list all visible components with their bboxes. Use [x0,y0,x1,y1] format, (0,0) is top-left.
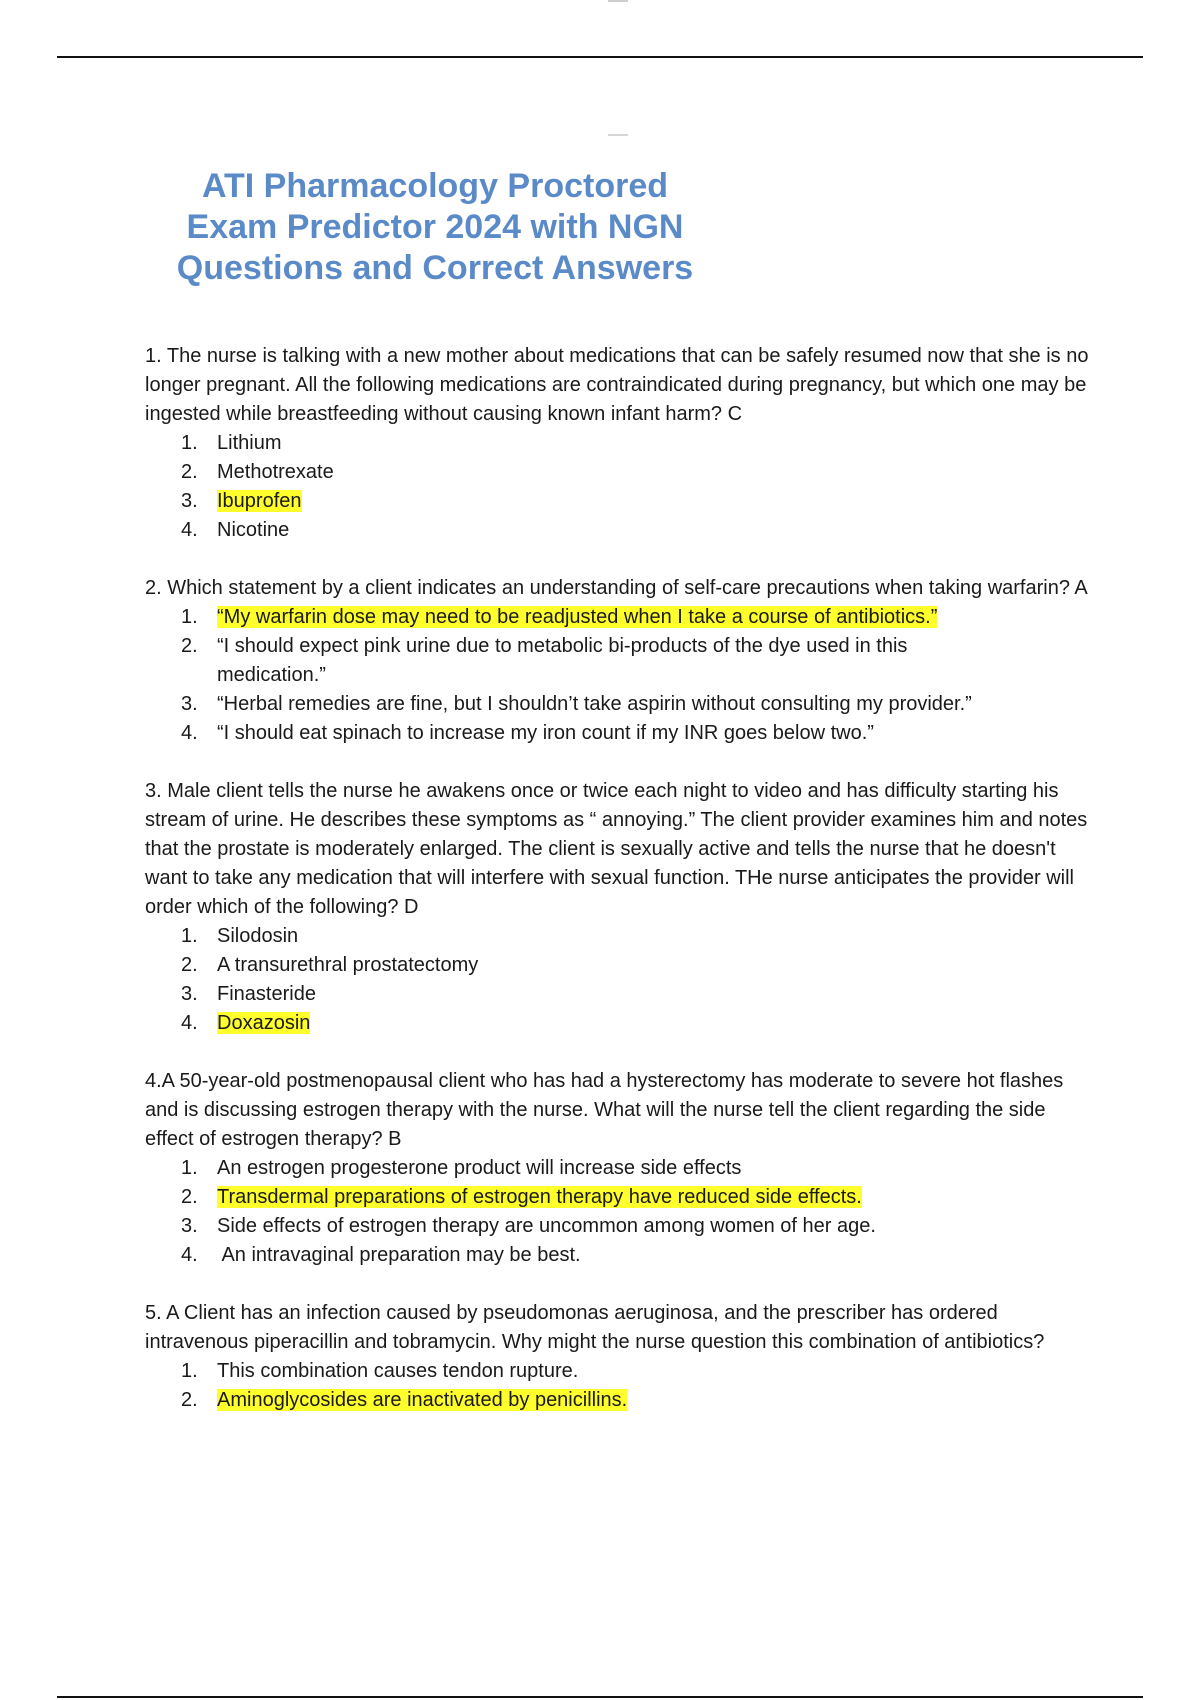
document-title [110,166,760,289]
question-2-option-3 [145,690,1095,719]
question-2-options [145,603,1095,748]
footer-rule [57,1696,1143,1698]
question-3-option-2 [145,951,1095,980]
question-4-options [145,1154,1095,1270]
question-1-option-1 [145,429,1095,458]
question-1-option-2 [145,458,1095,487]
option-number: 1. [181,606,198,628]
option-number: 3. [181,983,198,1005]
question-5-text: 5. A Client has an infection caused by pseudomonas aeruginosa, and the prescriber has ordered intravenous piperacillin and tobramycin. Why might the nurse question this combination of antibiotics? [145,1302,1045,1353]
question-5 [145,1299,1095,1415]
question-2-option-1 [145,603,1095,632]
title-line-2: Exam Predictor 2024 with NGN [186,208,684,246]
question-3-option-4 [145,1009,1095,1038]
question-1-text: 1. The nurse is talking with a new mother about medications that can be safely resumed now that she is no longer pregnant. All the following medications are contraindicated during pregnancy, but which one may be ingested while breastfeeding without causing known infant harm? C [145,345,1089,425]
option-number: 1. [181,1360,198,1382]
header-rule [57,56,1143,58]
option-text: “I should expect pink urine due to metabolic bi-products of the dye used in this medication.” [217,635,908,686]
option-text: A transurethral prostatectomy [217,954,479,976]
question-4-option-3 [145,1212,1095,1241]
question-4-option-4 [145,1241,1095,1270]
option-text: Lithium [217,432,282,454]
question-1-option-3 [145,487,1095,516]
question-3-options [145,922,1095,1038]
option-number: 1. [181,1157,198,1179]
option-number: 2. [181,1389,198,1411]
option-number: 3. [181,1215,198,1237]
option-text: An estrogen progesterone product will increase side effects [217,1157,742,1179]
option-number: 2. [181,1186,198,1208]
question-3 [145,777,1095,1038]
option-number: 3. [181,490,198,512]
option-text: Silodosin [217,925,299,947]
question-4-option-1 [145,1154,1095,1183]
correct-answer-highlight: Ibuprofen [217,490,302,512]
option-text: Methotrexate [217,461,334,483]
option-number: 2. [181,954,198,976]
option-number: 1. [181,432,198,454]
option-number: 3. [181,693,198,715]
question-2-option-4 [145,719,1095,748]
option-text: Nicotine [217,519,290,541]
top-page-mark [608,0,628,2]
question-4-text: 4.A 50-year-old postmenopausal client who has had a hysterectomy has moderate to severe hot flashes and is discussing estrogen therapy with the nurse. What will the nurse tell the client regarding the side effect of estrogen therapy? B [145,1070,1064,1150]
option-number: 1. [181,925,198,947]
question-5-option-1 [145,1357,1095,1386]
question-3-text: 3. Male client tells the nurse he awakens once or twice each night to video and has difficulty starting his stream of urine. He describes these symptoms as “ annoying.” The client provider examines him and notes that the prostate is moderately enlarged. The client is sexually active and tells the nurse that he doesn't want to take any medication that will interfere with sexual function. THe nurse anticipates the provider will order which of the following? D [145,780,1088,918]
correct-answer-highlight: Doxazosin [217,1012,311,1034]
question-1-option-4 [145,516,1095,545]
option-number: 4. [181,1244,198,1266]
question-1-options [145,429,1095,545]
option-text: Side effects of estrogen therapy are uncommon among women of her age. [217,1215,876,1237]
question-4-option-2 [145,1183,1095,1212]
title-mark [608,134,628,136]
question-1 [145,342,1095,545]
option-text: “Herbal remedies are fine, but I shouldn’t take aspirin without consulting my provider.” [217,693,972,715]
correct-answer-highlight: Transdermal preparations of estrogen therapy have reduced side effects. [217,1186,862,1208]
question-5-option-2 [145,1386,1095,1415]
option-text: Finasteride [217,983,316,1005]
question-2-option-2 [145,632,1095,690]
title-line-3: Questions and Correct Answers [176,249,694,287]
option-number: 4. [181,519,198,541]
option-text: An intravaginal preparation may be best. [217,1244,581,1266]
option-number: 2. [181,635,198,657]
question-5-options [145,1357,1095,1415]
question-3-option-3 [145,980,1095,1009]
question-list [145,342,1095,1444]
option-number: 4. [181,1012,198,1034]
question-4 [145,1067,1095,1270]
question-2 [145,574,1095,748]
option-text: “I should eat spinach to increase my iron count if my INR goes below two.” [217,722,874,744]
question-2-text: 2. Which statement by a client indicates an understanding of self-care precautions when taking warfarin? A [145,577,1088,599]
correct-answer-highlight: Aminoglycosides are inactivated by penicillins. [217,1389,628,1411]
title-line-1: ATI Pharmacology Proctored [201,167,669,205]
option-number: 2. [181,461,198,483]
option-number: 4. [181,722,198,744]
correct-answer-highlight: “My warfarin dose may need to be readjusted when I take a course of antibiotics.” [217,606,938,628]
question-3-option-1 [145,922,1095,951]
option-text: This combination causes tendon rupture. [217,1360,579,1382]
